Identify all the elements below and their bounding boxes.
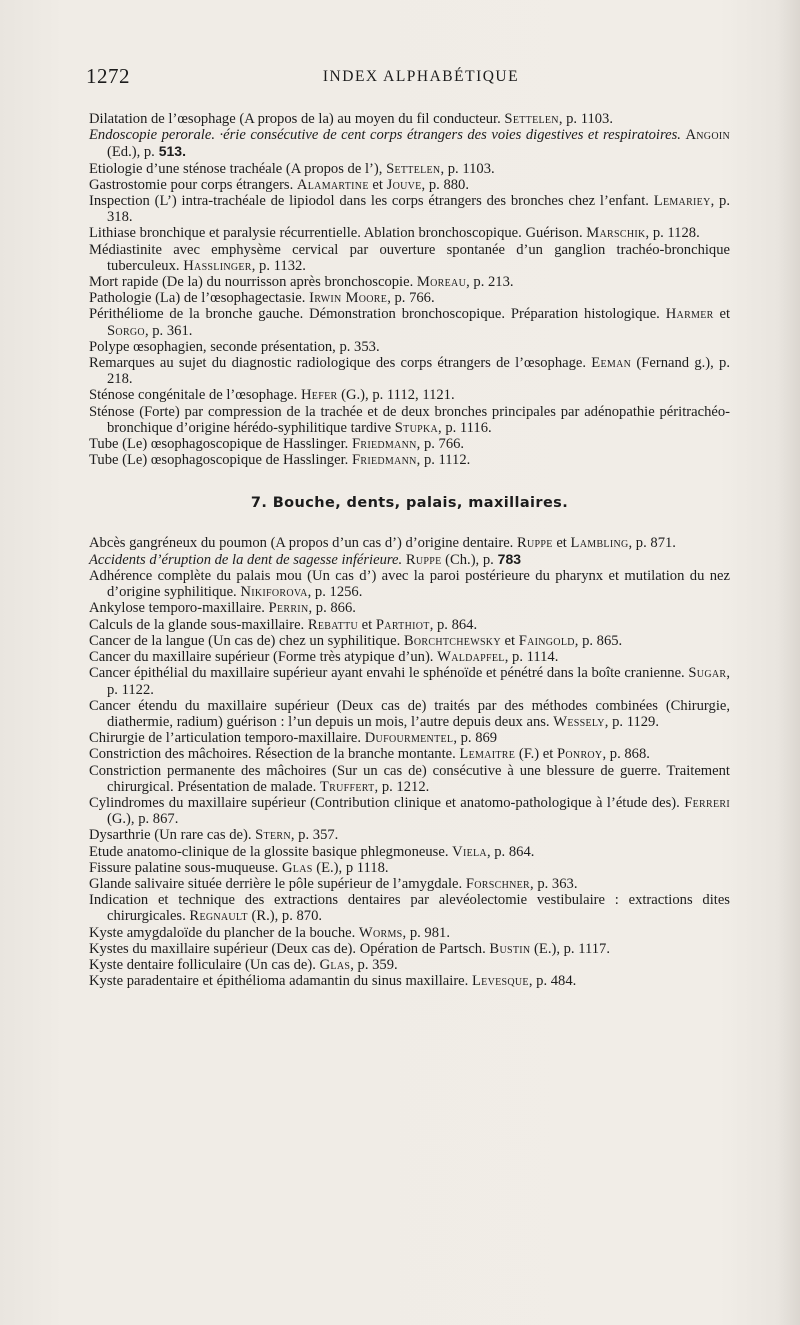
entry-author: Regnault [189,908,248,925]
entry-ref: (E.), p 1118. [312,859,389,876]
entry-title: Kyste dentaire folliculaire (Un cas de). [89,956,316,973]
index-entry [89,617,730,633]
entry-author: Waldapfel [437,649,505,666]
entry-title: Endoscopie perorale. ·érie consécutive de cent corps étrangers des voies digestives et respiratoires. [89,127,681,144]
index-entry [89,633,730,649]
entry-ref: , p. 1129. [604,713,659,730]
entry-ref: (Fernand g.), p. 218. [107,355,730,388]
entry-title: Périthéliome de la bronche gauche. Démonstration bronchoscopique. Préparation histologique. [89,306,660,323]
entry-author: Angoin [685,127,730,144]
entry-ref: , p. 213. [466,274,514,291]
entry-author: Eeman [591,355,632,372]
entry-author: Ruppe [405,551,442,568]
entry-title: Cancer étendu du maxillaire supérieur (Deux cas de) traités par des méthodes combinées (Chirurgie, diathermie, radium) guérison : l’un depuis un mois, l’autre depuis deux ans. [89,697,730,730]
entry-author: Forschner [465,875,531,892]
index-entry [89,290,730,306]
entry-author: Glas [281,859,313,876]
entry-title: Cancer du maxillaire supérieur (Forme très atypique d’un). [89,649,434,666]
index-entry [89,161,730,177]
entry-title: Cylindromes du maxillaire supérieur (Contribution clinique et anatomo-pathologique à l’étude des). [89,794,680,811]
entry-title: Abcès gangréneux du poumon (A propos d’un cas d’) d’origine dentaire. [89,534,514,551]
entry-author: Faingold [518,632,575,649]
entry-author: Hasslinger [183,257,252,274]
index-entry [89,746,730,762]
entry-ref: (Ed.), p. [107,144,155,161]
entry-title: Sténose congénitale de l’œsophage. [89,387,298,404]
entry-title: Ankylose temporo-maxillaire. [89,600,265,617]
entry-author: Perrin [268,600,309,617]
index-entry [89,339,730,355]
index-entry [89,763,730,795]
entry-ref: , p. 866. [308,600,356,617]
index-entry [89,111,730,127]
entry-author: Hefer [300,387,338,404]
index-entry [89,436,730,452]
entry-ref: , p. 766. [416,436,465,453]
entry-author: Dufourmentel [364,730,454,747]
entry-author: Friedmann [351,436,417,453]
entry-ref: , p. 1112. [416,452,471,469]
entry-title: Constriction permanente des mâchoires (Sur un cas de) consécutive à une blessure de guerre. Traitement chirurgical. Présentation de malade. [89,762,730,795]
index-entry [89,600,730,616]
entry-ref: et [713,306,730,323]
index-entry [89,306,730,338]
index-entry [89,649,730,665]
entry-author: Irwin Moore [309,290,388,307]
entry-ref: , p. 1103. [440,160,495,177]
index-entry [89,941,730,957]
index-entry [89,177,730,193]
entry-title: Cancer épithélial du maxillaire supérieur ayant envahi le sphénoïde et pénétré dans la boîte cranienne. [89,665,685,682]
section-title: 7. Bouche, dents, palais, maxillaires. [250,495,569,512]
index-entry [89,698,730,730]
running-title: INDEX ALPHABÉTIQUE [322,68,520,85]
entry-ref: , p. 864. [429,616,478,633]
page-number: 1272 [86,64,130,88]
index-entry [89,452,730,468]
entry-author: Jouve [386,176,422,193]
entry-title: Adhérence complète du palais mou (Un cas d’) avec la paroi postérieure du pharynx et mutilation du nez d’origine syphilitique. [89,568,730,601]
index-entry [89,844,730,860]
entry-ref: , p. 871. [628,534,676,551]
entry-title: Glande salivaire située derrière le pôle supérieur de l’amygdale. [89,875,463,892]
entry-title: Etude anatomo-clinique de la glossite basique phlegmoneuse. [89,843,449,860]
entry-author: Settelen [386,160,441,177]
entry-ref: , p. 864. [486,843,535,860]
entry-ref: (E.), p. 1117. [530,940,610,957]
entry-author: Moreau [416,274,467,291]
entry-ref: , p. 359. [350,956,398,973]
entry-author: Wessely [553,713,605,730]
index-entry [89,892,730,924]
page-header [86,64,756,94]
index-entry [89,551,730,568]
entry-title: Indication et technique des extractions dentaires par alevéolectomie vestibulaire : extractions dites chirurgicales. [89,892,730,925]
entry-ref: , p. 869 [453,730,498,747]
entry-author: Harmer [665,306,714,323]
entry-title: Médiastinite avec emphysème cervical par ouverture spontanée d’un ganglion trachéo-bronchique tuberculeux. [89,241,730,274]
entry-ref: et [500,632,519,649]
entry-author: Lemaitre [459,746,516,763]
entry-author: Rebattu [307,616,359,633]
entry-title: Cancer de la langue (Un cas de) chez un syphilitique. [89,632,401,649]
entry-ref: , p. 1256. [307,584,363,601]
entry-title: Inspection (L’) intra-trachéale de lipiodol dans les corps étrangers des bronches chez l’enfant. [89,193,649,210]
entry-author: Ruppe [516,534,553,551]
entry-author: Borchtchewsky [403,632,501,649]
entry-title: Sténose (Forte) par compression de la trachée et de deux bronches principales par adénopathie péritrachéo-bronchique d’origine hérédo-syphilitique tardive [89,403,730,436]
entry-title: Dysarthrie (Un rare cas de). [89,827,252,844]
index-entry [89,242,730,274]
entry-ref: , p. 1212. [374,778,430,795]
entry-title: Polype œsophagien, seconde présentation, p. 353. [89,338,380,355]
entry-author: Lambling [570,534,629,551]
entry-author: Ponroy [556,746,603,763]
entry-ref: , p. 363. [530,875,578,892]
entry-ref: (G.), p. 1112, 1121. [337,387,455,404]
entry-title: Tube (Le) œsophagoscopique de Hasslinger. [89,452,349,469]
index-entry [89,568,730,600]
entry-title: Fissure palatine sous-muqueuse. [89,859,279,876]
index-entry [89,730,730,746]
entry-author: Levesque [471,973,529,990]
entry-author: Sugar [688,665,727,682]
index-entry [89,925,730,941]
index-entry [89,535,730,551]
entry-ref: , p. 357. [290,827,339,844]
entry-title: Gastrostomie pour corps étrangers. [89,176,294,193]
entry-ref: , p. 766. [387,290,435,307]
entry-title: Kyste paradentaire et épithélioma adamantin du sinus maxillaire. [89,973,469,990]
entry-title: Constriction des mâchoires. Résection de la branche montante. [89,746,456,763]
entry-author: Settelen [504,111,559,127]
index-entry [89,860,730,876]
index-entry [89,827,730,843]
entry-title: Dilatation de l’œsophage (A propos de la) au moyen du fil conducteur. [89,111,501,127]
index-entry [89,274,730,290]
entry-author: Stupka [394,419,439,436]
index-entry [89,225,730,241]
index-entry [89,665,730,697]
entry-ref: (F.) et [515,746,557,763]
page-spine-shadow [778,0,800,1325]
entry-title: Mort rapide (De la) du nourrisson après bronchoscopie. [89,274,414,291]
entry-title: Kystes du maxillaire supérieur (Deux cas de). Opération de Partsch. [89,940,486,957]
entry-ref: et [368,176,387,193]
entry-title: Calculs de la glande sous-maxillaire. [89,616,305,633]
entry-ref: , p. 1122. [107,665,730,698]
entry-author: Marschik [586,225,646,242]
entry-ref: (G.), p. 867. [107,811,179,828]
entry-page-bold: 783 [493,550,522,567]
entry-author: Lemariey [653,193,711,210]
entry-author: Alamartine [296,176,369,193]
entry-title: Kyste amygdaloïde du plancher de la bouche. [89,924,356,941]
index-entry [89,795,730,827]
entry-author: Ferreri [684,794,730,811]
entry-author: Friedmann [351,452,417,469]
index-entry [89,973,730,989]
index-content [89,111,730,989]
entry-ref: et [358,616,376,633]
entry-ref: (R.), p. 870. [247,908,323,925]
entry-page-bold: 513. [154,143,186,160]
entry-ref: , p. 1114. [504,649,559,666]
entry-title: Lithiase bronchique et paralysie récurrentielle. Ablation bronchoscopique. Guérison. [89,225,583,242]
index-list-section-6 [89,111,730,468]
entry-author: Glas [319,956,351,973]
entry-ref: , p. 865. [574,632,623,649]
entry-title: Tube (Le) œsophagoscopique de Hasslinger. [89,436,349,453]
entry-title: Accidents d’éruption de la dent de sagesse inférieure. [89,551,403,568]
index-entry [89,876,730,892]
entry-ref: , p. 1103. [558,111,613,127]
entry-title: Chirurgie de l’articulation temporo-maxillaire. [89,730,362,747]
entry-ref: , p. 361. [144,322,193,339]
entry-ref: (Ch.), p. [441,551,494,568]
entry-title: Remarques au sujet du diagnostic radiologique des corps étrangers de l’œsophage. [89,355,587,372]
entry-author: Bustin [489,940,531,957]
index-entry [89,127,730,160]
entry-author: Viela [452,843,487,860]
entry-author: Worms [358,924,403,941]
entry-title: Pathologie (La) de l’œsophagectasie. [89,290,306,307]
entry-ref: , p. 484. [528,973,577,990]
entry-title: Etiologie d’une sténose trachéale (A propos de l’), [89,160,383,177]
entry-ref: , p. 868. [602,746,650,763]
entry-author: Parthiot [375,616,430,633]
index-entry [89,957,730,973]
entry-author: Stern [255,827,291,844]
entry-author: Sorgo [107,322,145,339]
index-list-section-7 [89,535,730,990]
entry-ref: , p. 318. [107,193,731,226]
entry-ref: , p. 981. [402,924,450,941]
entry-author: Truffert [319,778,375,795]
index-entry [89,404,730,436]
entry-author: Nikiforova [240,584,308,601]
entry-ref: , p. 1132. [251,257,306,274]
entry-ref: , p. 880. [421,176,469,193]
entry-ref: et [552,534,571,551]
entry-ref: , p. 1128. [645,225,700,242]
index-entry [89,355,730,387]
index-entry [89,387,730,403]
entry-ref: , p. 1116. [438,419,492,436]
index-entry [89,193,730,225]
